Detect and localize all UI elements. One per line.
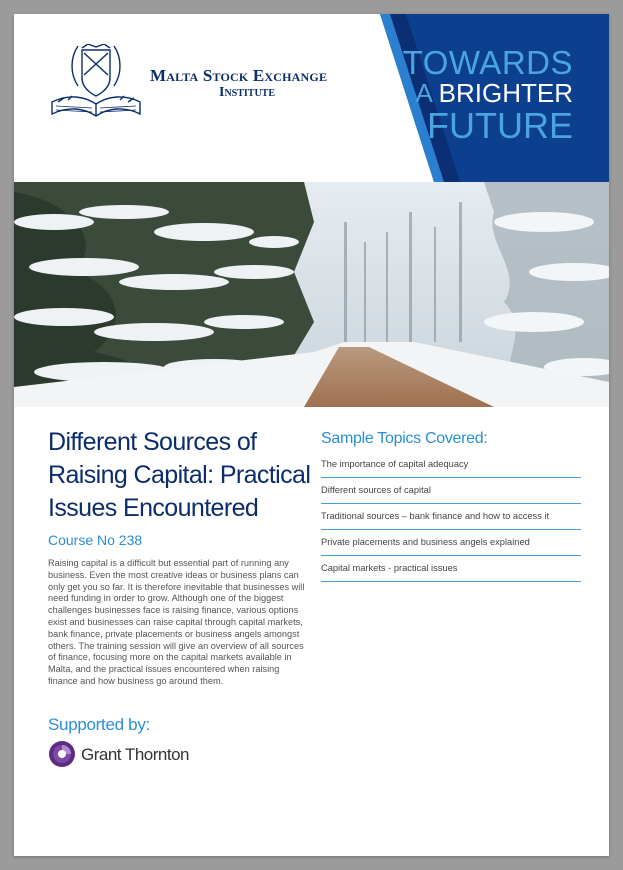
slogan-line-2-a: A (415, 78, 432, 108)
msei-crest-logo-icon (48, 44, 144, 120)
topic-item: Capital markets - practical issues (321, 556, 581, 582)
slogan-line-2-b: BRIGHTER (438, 78, 573, 108)
grant-thornton-logo-icon (48, 740, 76, 768)
sponsor-name: Grant Thornton (81, 745, 189, 764)
topic-item: Private placements and business angels explained (321, 530, 581, 556)
brand-subname: Institute (219, 85, 276, 100)
topic-item: The importance of capital adequacy (321, 452, 581, 478)
topics-list (321, 452, 581, 582)
brochure-page (14, 14, 609, 856)
topic-item: Different sources of capital (321, 478, 581, 504)
course-description: Raising capital is a difficult but essential part of running any business. Even the most creative ideas or business plans can only get you so far. It is therefore inevitable that businesses will need funding in order to grow. Although one of the biggest challenges businesses face is raising finance, various options exist and businesses can raise capital through capital markets, bank finance, private placements or business angels amongst others. The training session will give an overview of all sources of finance, focusing more on the capital markets available in Malta, and the practical issues encountered when raising finance and how business go around them. (48, 558, 305, 686)
course-number: Course No 238 (48, 532, 143, 548)
topics-heading: Sample Topics Covered: (321, 430, 488, 447)
slogan-line-2 (403, 80, 573, 106)
sponsor-logo (48, 740, 208, 770)
topic-item: Traditional sources – bank finance and how to access it (321, 504, 581, 530)
slogan-line-1: TOWARDS (402, 44, 573, 81)
snowy-forest-road-photo (14, 182, 609, 407)
slogan (403, 46, 573, 144)
supported-by-label: Supported by: (48, 715, 150, 734)
slogan-line-3: FUTURE (427, 105, 573, 146)
course-title: Different Sources of Raising Capital: Practical Issues Encountered (48, 428, 311, 522)
brand-name: Malta Stock Exchange (150, 66, 328, 85)
